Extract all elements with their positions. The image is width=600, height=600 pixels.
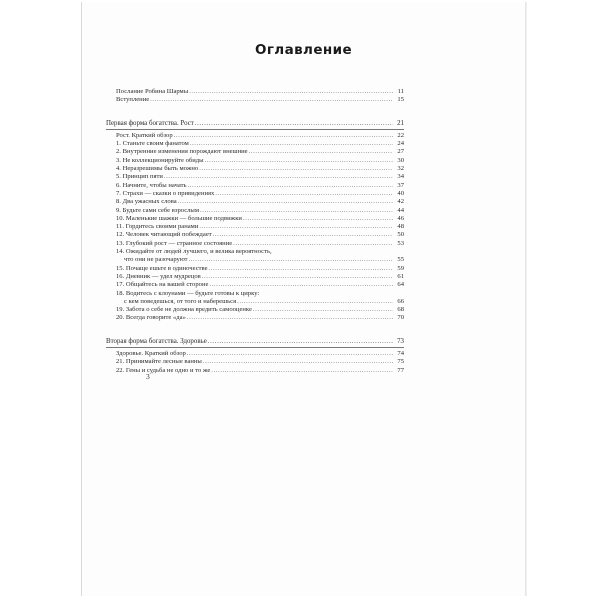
dot-leader bbox=[187, 350, 393, 358]
dot-leader bbox=[249, 148, 393, 156]
toc-entry-page: 59 bbox=[397, 264, 404, 272]
dot-leader bbox=[237, 298, 393, 306]
toc-entry bbox=[106, 173, 404, 181]
toc-entry-title: 7. Страхи — сказки о привидениях bbox=[116, 189, 215, 197]
toc-entry bbox=[106, 96, 404, 104]
toc-entry-page: 55 bbox=[397, 256, 404, 264]
toc-entry-page: 27 bbox=[397, 148, 404, 156]
toc-entry bbox=[106, 198, 404, 206]
toc-entry-title: 17. Общайтесь на вашей стороне bbox=[116, 281, 209, 289]
dot-leader bbox=[243, 215, 393, 223]
dot-leader bbox=[199, 165, 393, 173]
dot-leader bbox=[188, 182, 394, 190]
dot-leader bbox=[189, 256, 393, 264]
toc-entry bbox=[106, 306, 404, 314]
toc-entry-title: 19. Забота о себе не должна вредить самооценке bbox=[116, 306, 252, 314]
toc-entry-title-line2: с кем поведешься, от того и наберешься bbox=[124, 297, 237, 305]
dot-leader bbox=[174, 132, 393, 140]
toc-entry bbox=[106, 358, 404, 366]
divider bbox=[106, 129, 404, 130]
toc-entry-title: Рост. Краткий обзор bbox=[116, 131, 173, 139]
dot-leader bbox=[178, 198, 393, 206]
dot-leader bbox=[200, 207, 393, 215]
toc-entry-title-line1: 18. Водитесь с клоунами — будьте готовы к цирку: bbox=[116, 289, 260, 297]
toc-entry bbox=[106, 265, 404, 273]
toc-entry bbox=[106, 165, 404, 173]
toc-entry-title: Вступление bbox=[116, 96, 150, 104]
book-page bbox=[81, 2, 526, 596]
toc-entry-page: 15 bbox=[397, 96, 404, 104]
toc-entry-title: Здоровье. Краткий обзор bbox=[116, 350, 186, 358]
toc-entry-page: 61 bbox=[397, 272, 404, 280]
dot-leader bbox=[203, 358, 393, 366]
dot-leader bbox=[233, 240, 393, 248]
toc-entry bbox=[106, 148, 404, 156]
toc-entry bbox=[106, 88, 404, 96]
dot-leader bbox=[150, 96, 393, 104]
toc-part-title: Вторая форма богатства. Здоровье bbox=[106, 337, 207, 345]
toc-entry bbox=[106, 367, 404, 375]
toc-entry-title: 13. Глубокий рост — странное состояние bbox=[116, 239, 233, 247]
toc-entry-title: 20. Всегда говорите «да» bbox=[116, 314, 186, 322]
toc-entry-title: 21. Принимайте лесные ванны bbox=[116, 358, 202, 366]
page-title: Оглавление bbox=[254, 42, 353, 58]
toc-entry-page: 53 bbox=[397, 239, 404, 247]
toc-entry-page: 66 bbox=[397, 297, 404, 305]
dot-leader bbox=[215, 190, 393, 198]
toc-entry-page: 34 bbox=[397, 173, 404, 181]
toc-entry-title: 11. Гордитесь своими ранами bbox=[116, 223, 199, 231]
toc-entry-page: 74 bbox=[397, 350, 404, 358]
toc-entry bbox=[106, 240, 404, 248]
toc-entry bbox=[106, 273, 404, 281]
toc-entry bbox=[106, 190, 404, 198]
dot-leader bbox=[205, 157, 393, 165]
toc-entry-page: 24 bbox=[397, 140, 404, 148]
dot-leader bbox=[202, 273, 393, 281]
toc-entry bbox=[106, 140, 404, 148]
toc-part-heading bbox=[106, 120, 404, 128]
toc-entry-page: 46 bbox=[397, 214, 404, 222]
toc-entry-title: 3. Не коллекционируйте обиды bbox=[116, 156, 204, 164]
toc-entry bbox=[106, 281, 404, 289]
toc-entry-page: 37 bbox=[397, 181, 404, 189]
dot-leader bbox=[208, 338, 393, 346]
toc-entry-title: 6. Начните, чтобы начать bbox=[116, 181, 187, 189]
toc-entry-title: 15. Почаще ешьте в одиночестве bbox=[116, 264, 208, 272]
divider bbox=[106, 347, 404, 348]
toc-entry-title: 10. Маленькие шажки — большие подвижки bbox=[116, 214, 242, 222]
toc-entry-page: 44 bbox=[397, 206, 404, 214]
toc-entry-title-line1: 14. Ожидайте от людей лучшего, и велика вероятность, bbox=[116, 248, 272, 256]
toc-entry-page: 48 bbox=[397, 223, 404, 231]
toc-entry-page: 77 bbox=[397, 366, 404, 374]
toc-part-page: 73 bbox=[397, 337, 404, 345]
toc-part-page: 21 bbox=[397, 119, 404, 127]
dot-leader bbox=[195, 120, 393, 128]
dot-leader bbox=[253, 306, 393, 314]
toc-entry bbox=[106, 215, 404, 223]
toc-entry-title: 4. Неразрешимы быть можно bbox=[116, 165, 199, 173]
dot-leader bbox=[199, 223, 393, 231]
toc-part-title: Первая форма богатства. Рост bbox=[106, 119, 194, 127]
dot-leader bbox=[211, 367, 393, 375]
toc-entry bbox=[106, 314, 404, 322]
toc-entry bbox=[106, 231, 404, 239]
toc-entry-title: Послание Робина Шармы bbox=[116, 88, 189, 95]
toc-entry-page: 40 bbox=[397, 189, 404, 197]
toc-entry-page: 42 bbox=[397, 198, 404, 206]
toc-entry bbox=[106, 350, 404, 358]
toc-entry-title-line2: что они не разочаруют bbox=[124, 256, 188, 264]
page-number: 3 bbox=[146, 372, 150, 381]
toc-part-heading bbox=[106, 338, 404, 346]
toc-entry bbox=[106, 248, 404, 265]
toc-entry bbox=[106, 207, 404, 215]
toc-entry-page: 75 bbox=[397, 358, 404, 366]
toc-entry-page: 68 bbox=[397, 306, 404, 314]
toc-entry-page: 11 bbox=[397, 88, 404, 95]
dot-leader bbox=[190, 140, 393, 148]
toc-entry-title: 9. Будьте сами себе взрослым bbox=[116, 206, 200, 214]
toc-entry-page: 70 bbox=[397, 314, 404, 322]
toc-entry bbox=[106, 223, 404, 231]
toc-entry-title: 1. Станьте своим фанатом bbox=[116, 140, 189, 148]
toc-entry-page: 50 bbox=[397, 231, 404, 239]
toc-entry-title: 12. Человек читающий побеждает bbox=[116, 231, 212, 239]
table-of-contents bbox=[106, 88, 404, 375]
toc-entry-title: 2. Внутренние изменения порождают внешние bbox=[116, 148, 248, 156]
toc-entry-title: 22. Гены и судьба не одно и то же bbox=[116, 366, 211, 374]
toc-entry-page: 22 bbox=[397, 131, 404, 139]
dot-leader bbox=[164, 173, 393, 181]
toc-entry-title: 5. Принцип пяти bbox=[116, 173, 163, 181]
dot-leader bbox=[189, 88, 393, 96]
dot-leader bbox=[209, 281, 393, 289]
toc-entry-title: 16. Дневник — удел мудрецов bbox=[116, 272, 201, 280]
toc-entry bbox=[106, 182, 404, 190]
toc-entry bbox=[106, 132, 404, 140]
toc-entry bbox=[106, 290, 404, 307]
toc-entry-page: 64 bbox=[397, 281, 404, 289]
toc-entry-page: 32 bbox=[397, 165, 404, 173]
dot-leader bbox=[213, 231, 393, 239]
dot-leader bbox=[209, 265, 393, 273]
dot-leader bbox=[187, 314, 393, 322]
toc-entry-title: 8. Два ужасных слова bbox=[116, 198, 177, 206]
toc-entry bbox=[106, 157, 404, 165]
toc-entry-page: 30 bbox=[397, 156, 404, 164]
